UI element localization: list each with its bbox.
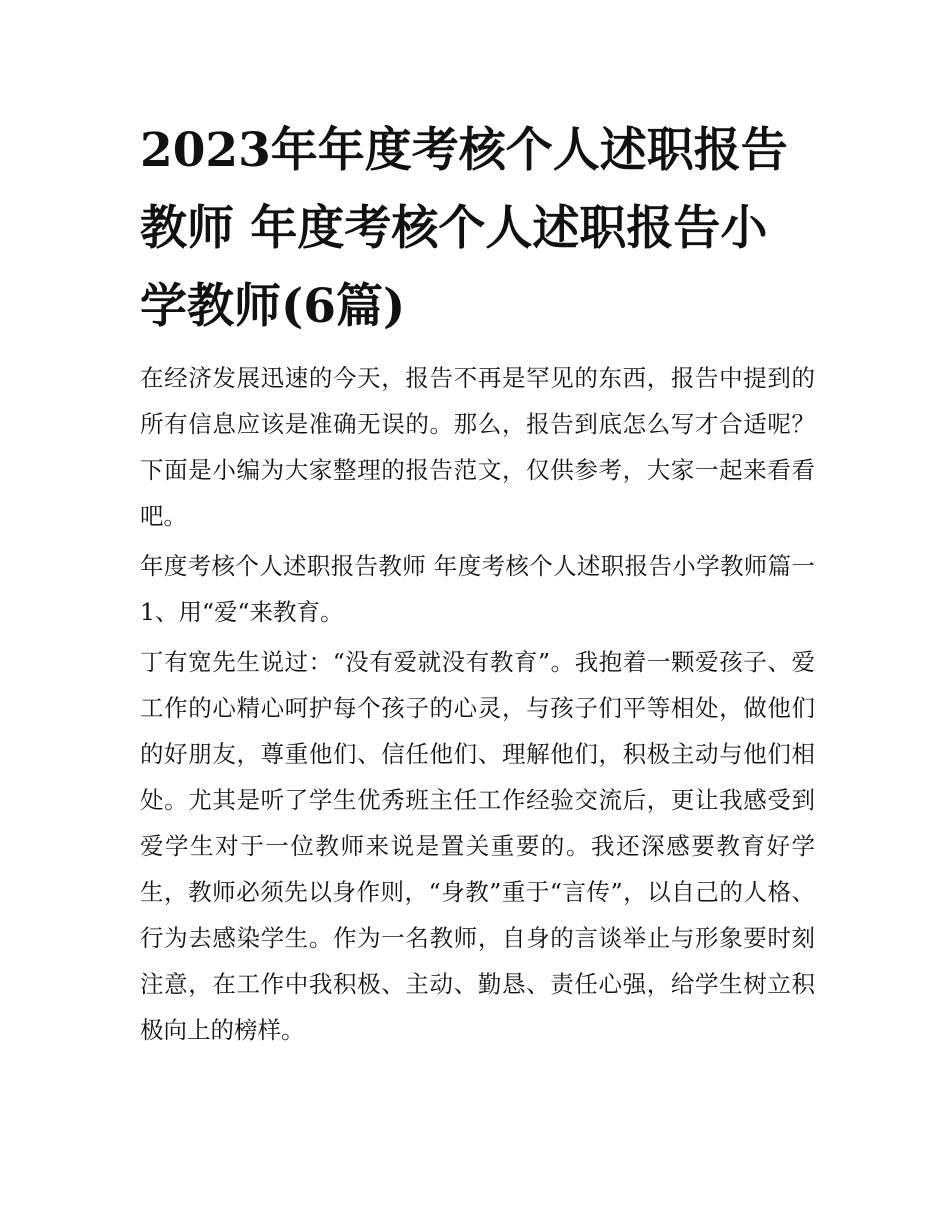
document-title: 2023年年度考核个人述职报告教师 年度考核个人述职报告小学教师(6篇) bbox=[140, 123, 788, 334]
document-body bbox=[140, 355, 815, 1053]
paragraph-love-education: 丁有宽先生说过：“没有爱就没有教育”。我抱着一颗爱孩子、爱工作的心精心呵护每个孩子的心灵，与孩子们平等相处，做他们的好朋友，尊重他们、信任他们、理解他们，积极主动与他们相处。尤其是听了学生优秀班主任工作经验交流后，更让我感受到爱学生对于一位教师来说是置关重要的。我还深感要教育好学生，教师必须先以身作则，“身教”重于“言传”，以自己的人格、行为去感染学生。作为一名教师，自身的言谈举止与形象要时刻注意，在工作中我积极、主动、勤恳、责任心强，给学生树立积极向上的榜样。 bbox=[140, 648, 815, 1044]
paragraph-intro: 在经济发展迅速的今天，报告不再是罕见的东西，报告中提到的所有信息应该是准确无误的。那么，报告到底怎么写才合适呢？下面是小编为大家整理的报告范文，仅供参考，大家一起来看看吧。 bbox=[140, 364, 815, 530]
paragraph-section-heading: 年度考核个人述职报告教师 年度考核个人述职报告小学教师篇一1、用“爱“来教育。 bbox=[140, 552, 815, 626]
